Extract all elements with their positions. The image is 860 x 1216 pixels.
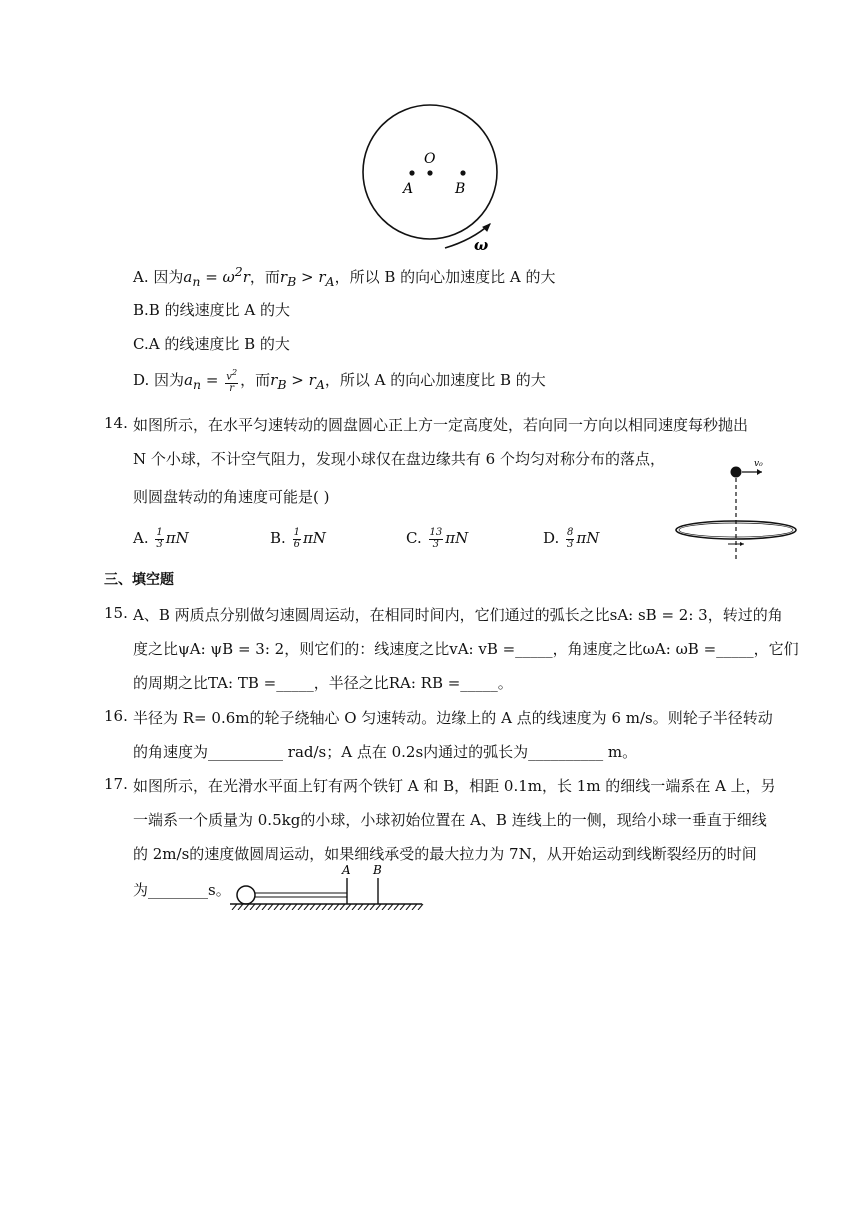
label-v0: v₀	[754, 459, 763, 469]
hatch-mark	[280, 904, 285, 910]
rotation-arrow-head	[483, 224, 490, 231]
q17-label-a: A	[342, 863, 351, 877]
q13-option-b-letter: B.	[133, 301, 149, 319]
label-a: A	[403, 181, 414, 197]
q17-line1: 如图所示，在光滑水平面上钉有两个铁钉 A 和 B，相距 0.1m，长 1m 的细线一端系在 A 上，另	[133, 777, 776, 795]
q13-option-d	[133, 368, 546, 394]
hatch-mark	[346, 904, 351, 910]
hatch-mark	[250, 904, 255, 910]
q14-option-b	[270, 528, 326, 550]
q15-line2: 度之比ψA: ψB = 3: 2，则它们的：线速度之比vA: vB =_____，角速度之比ωA: ωB =_____，它们	[133, 640, 799, 658]
label-omega: ω	[474, 236, 489, 254]
q14-figure	[670, 452, 810, 564]
q14-option-d	[543, 528, 599, 550]
hatch-mark	[418, 904, 423, 910]
q14-line3: 则圆盘转动的角速度可能是( )	[133, 488, 330, 506]
hatch-mark	[316, 904, 321, 910]
hatch-mark	[358, 904, 363, 910]
hatch-mark	[232, 904, 237, 910]
q14-option-a	[133, 528, 189, 550]
hatch-mark	[298, 904, 303, 910]
q14-option-b-letter: B.	[270, 529, 286, 547]
hatch-mark	[262, 904, 267, 910]
q14-option-d-tail: πN	[576, 529, 600, 547]
q16-line1: 半径为 R= 0.6m的轮子绕轴心 O 匀速转动。边缘上的 A 点的线速度为 6 m/s。则轮子半径转动	[133, 709, 773, 727]
hatch-mark	[388, 904, 393, 910]
hatch-mark	[304, 904, 309, 910]
q13-option-d-formula1: $a_n$ = $\frac{v^2}{r}$	[184, 367, 238, 394]
q13-option-c	[133, 333, 290, 354]
q14-option-d-fraction: $\frac{8}{3}$	[567, 527, 574, 550]
q14-option-a-tail: πN	[165, 529, 189, 547]
label-o: O	[424, 151, 436, 167]
q17-label-b: B	[373, 863, 382, 877]
hatch-mark	[292, 904, 297, 910]
q13-option-b-text: B 的线速度比 A 的大	[148, 301, 290, 319]
hatch-mark	[394, 904, 399, 910]
q14-option-c	[406, 528, 468, 550]
q16-line2: 的角速度为__________ rad/s；A 点在 0.2s内通过的弧长为__________ m。	[133, 743, 638, 761]
q16-number: 16.	[104, 707, 128, 725]
point-a-dot	[409, 170, 414, 175]
q13-option-a-formula1: $a_n = \omega^2r$	[183, 264, 250, 289]
q13-option-a-letter: A.	[133, 268, 149, 286]
velocity-arrow-head	[757, 469, 762, 475]
q13-option-d-formula2: $r_B > r_A$	[270, 371, 325, 393]
hatch-mark	[244, 904, 249, 910]
hatch-mark	[352, 904, 357, 910]
q13-option-d-mid: ，而	[240, 371, 271, 390]
hatch-mark	[256, 904, 261, 910]
q14-option-a-fraction: $\frac{1}{3}$	[156, 527, 163, 550]
q15-number: 15.	[104, 604, 128, 622]
q14-number: 14.	[104, 414, 128, 432]
hatch-mark	[370, 904, 375, 910]
q17-string	[255, 893, 347, 897]
q13-option-a-formula2: $r_B > r_A$	[279, 268, 335, 289]
q14-option-d-letter: D.	[543, 529, 560, 547]
q13-option-b	[133, 299, 290, 320]
q13-option-a-mid: ，而	[249, 268, 280, 286]
section-title: 三、填空题	[104, 572, 174, 588]
q14-line1: 如图所示，在水平匀速转动的圆盘圆心正上方一定高度处，若向同一方向以相同速度每秒抛出	[133, 416, 749, 434]
hatch-mark	[310, 904, 315, 910]
hatch-mark	[364, 904, 369, 910]
hatch-mark	[286, 904, 291, 910]
point-b-dot	[460, 170, 465, 175]
q17-line3: 的 2m/s的速度做圆周运动，如果细线承受的最大拉力为 7N，从开始运动到线断裂经历的时间	[133, 845, 757, 863]
q17-ball	[237, 886, 255, 904]
hatch-mark	[322, 904, 327, 910]
q15-line1: A、B 两质点分别做匀速圆周运动，在相同时间内，它们通过的弧长之比sA: sB = 2: 3，转过的角	[133, 606, 783, 624]
ground-hatch	[232, 904, 423, 910]
ball	[731, 467, 742, 478]
q13-option-d-letter: D.	[133, 371, 150, 390]
q13-option-c-text: A 的线速度比 B 的大	[148, 335, 290, 353]
q14-option-b-tail: πN	[302, 529, 326, 547]
point-o-dot	[427, 170, 432, 175]
hatch-mark	[340, 904, 345, 910]
hatch-mark	[376, 904, 381, 910]
hatch-mark	[382, 904, 387, 910]
q13-option-a-pre: 因为	[153, 268, 184, 286]
q14-option-c-fraction: $\frac{13}{3}$	[429, 527, 443, 550]
hatch-mark	[268, 904, 273, 910]
hatch-mark	[238, 904, 243, 910]
hatch-mark	[400, 904, 405, 910]
q13-option-a	[133, 264, 556, 289]
q13-option-d-pre: 因为	[154, 371, 185, 390]
disk-figure	[350, 100, 510, 260]
hatch-mark	[334, 904, 339, 910]
q14-option-c-letter: C.	[406, 529, 422, 547]
hatch-mark	[328, 904, 333, 910]
hatch-mark	[412, 904, 417, 910]
rotation-arrow-small-head	[740, 542, 744, 546]
q17-figure	[228, 860, 424, 910]
q14-option-c-tail: πN	[445, 529, 469, 547]
q17-number: 17.	[104, 775, 128, 793]
q13-option-a-post: ，所以 B 的向心加速度比 A 的大	[334, 268, 556, 286]
hatch-mark	[274, 904, 279, 910]
q15-line3: 的周期之比TA: TB =_____，半径之比RA: RB =_____。	[133, 674, 513, 692]
hatch-mark	[406, 904, 411, 910]
q17-line2: 一端系一个质量为 0.5kg的小球，小球初始位置在 A、B 连线上的一侧，现给小球一垂直于细线	[133, 811, 767, 829]
q13-option-d-post: ，所以 A 的向心加速度比 B 的大	[324, 371, 546, 390]
q14-option-a-letter: A.	[133, 529, 149, 547]
q17-line4: 为________s。	[133, 881, 231, 899]
q13-option-c-letter: C.	[133, 335, 149, 353]
q14-line2: N 个小球，不计空气阻力，发现小球仅在盘边缘共有 6 个均匀对称分布的落点，	[133, 450, 665, 468]
label-b: B	[455, 181, 466, 197]
q14-option-b-fraction: $\frac{1}{6}$	[293, 527, 300, 550]
